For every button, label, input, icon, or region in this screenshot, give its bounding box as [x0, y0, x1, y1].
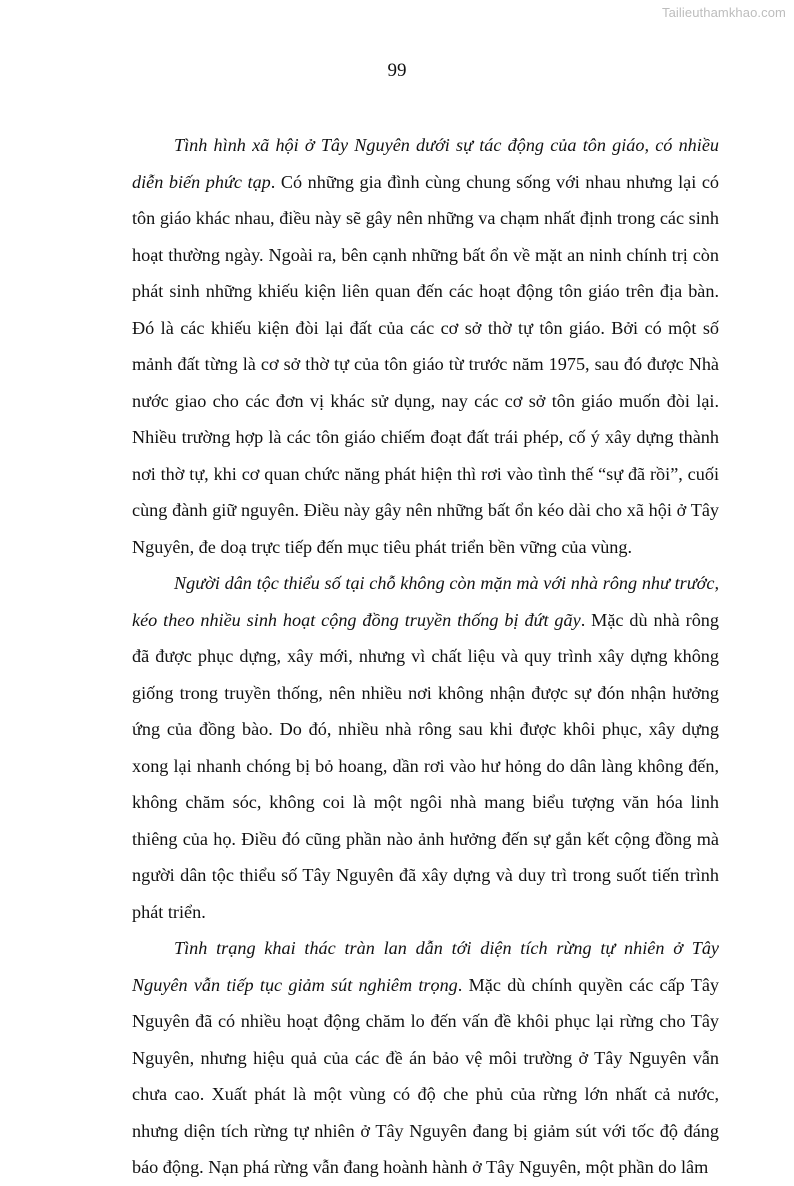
paragraph-religion	[132, 127, 719, 565]
paragraph-lead: Tình hình xã hội ở Tây Nguyên dưới sự tác động của tôn giáo, có nhiều diễn biến phức tạp	[132, 135, 719, 192]
paragraph-lead: Tình trạng khai thác tràn lan dẫn tới diện tích rừng tự nhiên ở Tây Nguyên vẫn tiếp tục giảm sút nghiêm trọng	[132, 938, 719, 995]
paragraph-body: . Mặc dù chính quyền các cấp Tây Nguyên đã có nhiều hoạt động chăm lo đến vấn đề khôi phục lại rừng cho Tây Nguyên, nhưng hiệu quả của các đề án bảo vệ môi trường ở Tây Nguyên vẫn chưa cao. Xuất phát là một vùng có độ che phủ của rừng lớn nhất cả nước, nhưng diện tích rừng tự nhiên ở Tây Nguyên đang bị giảm sút với tốc độ đáng báo động. Nạn phá rừng vẫn đang hoành hành ở Tây Nguyên, một phần do lâm	[132, 974, 719, 1177]
paragraph-communal-house	[132, 565, 719, 930]
body-text	[132, 127, 719, 1186]
page-number: 99	[387, 60, 407, 81]
paragraph-lead: Người dân tộc thiểu số tại chỗ không còn mặn mà với nhà rông như trước, kéo theo nhiều sinh hoạt cộng đồng truyền thống bị đứt gãy	[132, 573, 719, 630]
paragraph-forest	[132, 930, 719, 1186]
paragraph-body: . Có những gia đình cùng chung sống với nhau nhưng lại có tôn giáo khác nhau, điều này sẽ gây nên những va chạm nhất định trong các sinh hoạt thường ngày. Ngoài ra, bên cạnh những bất ổn về mặt an ninh chính trị còn phát sinh những khiếu kiện liên quan đến các hoạt động tôn giáo trên địa bàn. Đó là các khiếu kiện đòi lại đất của các cơ sở thờ tự tôn giáo. Bởi có một số mảnh đất từng là cơ sở thờ tự của tôn giáo từ trước năm 1975, sau đó được Nhà nước giao cho các đơn vị khác sử dụng, nay các cơ sở tôn giáo muốn đòi lại. Nhiều trường hợp là các tôn giáo chiếm đoạt đất trái phép, cố ý xây dựng thành nơi thờ tự, khi cơ quan chức năng phát hiện thì rơi vào tình thế “sự đã rồi”, cuối cùng đành giữ nguyên. Điều này gây nên những bất ổn kéo dài cho xã hội ở Tây Nguyên, đe doạ trực tiếp đến mục tiêu phát triển bền vững của vùng.	[132, 171, 720, 557]
paragraph-body: . Mặc dù nhà rông đã được phục dựng, xây mới, nhưng vì chất liệu và quy trình xây dựng không giống trong truyền thống, nên nhiều nơi không nhận được sự đón nhận hưởng ứng của đồng bào. Do đó, nhiều nhà rông sau khi được khôi phục, xây dựng xong lại nhanh chóng bị bỏ hoang, dần rơi vào hư hỏng do dân làng không đến, không chăm sóc, không coi là một ngôi nhà mang biểu tượng văn hóa linh thiêng của họ. Điều đó cũng phần nào ảnh hưởng đến sự gắn kết cộng đồng mà người dân tộc thiểu số Tây Nguyên đã xây dựng và duy trì trong suốt tiến trình phát triển.	[132, 609, 719, 922]
watermark: Tailieuthamkhao.com	[661, 5, 786, 20]
